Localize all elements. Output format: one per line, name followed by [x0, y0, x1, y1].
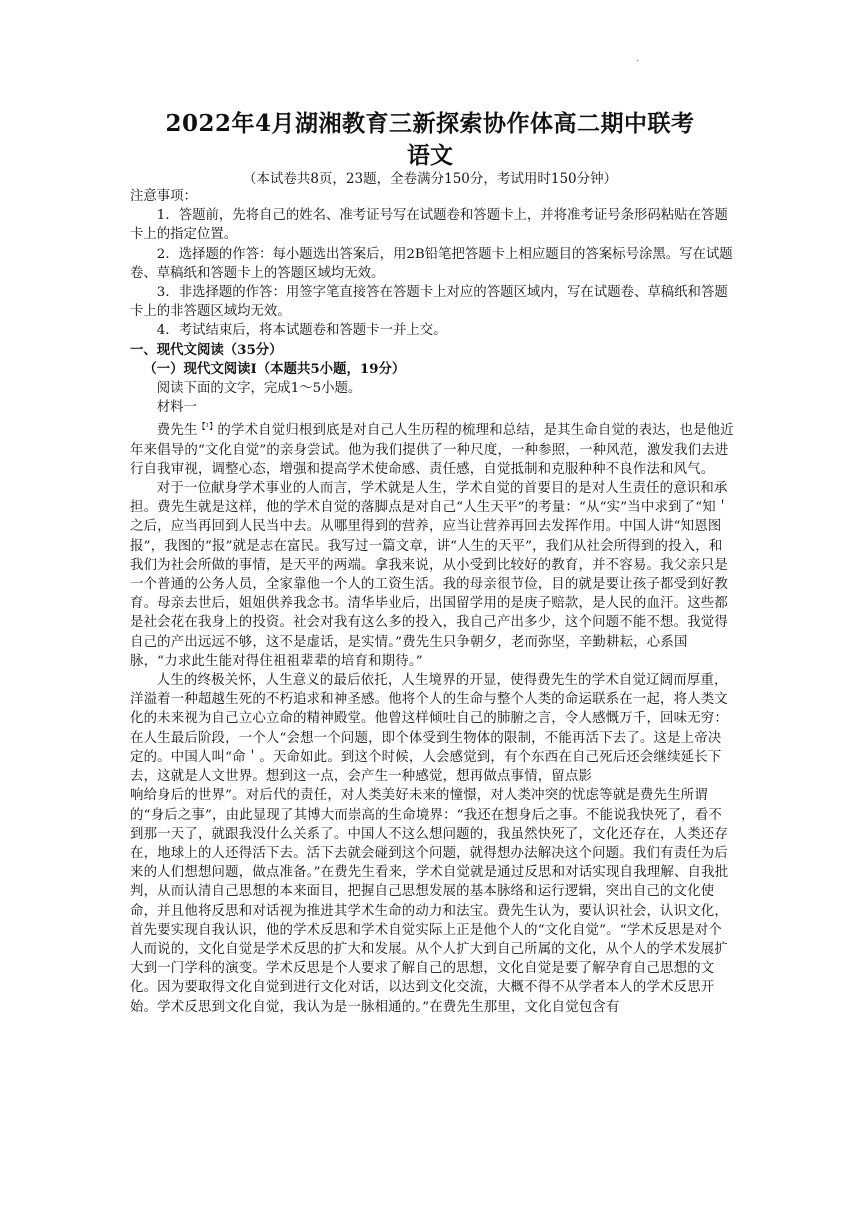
- notice-heading: 注意事项：: [130, 189, 197, 204]
- material-label: 材料一: [156, 400, 197, 416]
- subject-title: 语文: [407, 142, 453, 169]
- corner-mark: ·: [636, 56, 640, 67]
- reading-instruction: 阅读下面的文字，完成1～5小题。: [156, 381, 362, 397]
- material-paragraph: [130, 417, 734, 479]
- exam-title: 2022年4月湖湘教育三新探索协作体高二期中联考: [165, 110, 695, 137]
- section-subheading: （一）现代文阅读Ⅰ（本题共5小题，19分）: [143, 360, 406, 377]
- footnote-marker: 【¹】: [197, 422, 218, 432]
- exam-info: （本试卷共8页，23题，全卷满分150分，考试用时150分钟）: [242, 171, 618, 187]
- section-heading: 一、现代文阅读（35分）: [130, 341, 283, 358]
- material-paragraph: 人生的终极关怀，人生意义的最后依托，人生境界的开显，使得费先生的学术自觉辽阔而厚重，洋溢着一种超越生死的不朽追求和神圣感。他将个人的生命与整个人类的命运联系在一起，将人类文化的未来视为自己立心立命的精神殿堂。他曾这样倾吐自己的肺腑之言，令人感慨万千，回味无穷：在人生最后阶段，一个人“会想一个问题，即个体受到生物体的限制，不能再活下去了。这是上帝决定的。中国人叫“命＇。天命如此。到这个时候，人会感觉到，有个东西在自己死后还会继续延长下去，这就是人文世界。想到这一点，会产生一种感觉，想再做点事情，留点影: [130, 673, 728, 785]
- notice-item: 1．答题前，先将自己的姓名、准考证号写在试题卷和答题卡上，并将准考证号条形码粘贴在答题卡上的指定位置。: [130, 208, 728, 243]
- material-paragraph: 对于一位献身学术事业的人而言，学术就是人生，学术自觉的首要目的是对人生责任的意识和承担。费先生就是这样，他的学术自觉的落脚点是对自己“人生天平”的考量：“从“实”当中求到了“知＇之后，应当再回到人民当中去。从哪里得到的营养，应当让营养再回去发挥作用。中国人讲“知恩图报”，我图的“报”就是志在富民。我写过一篇文章，讲“人生的天平”，我们从社会所得到的投入，和我们为社会所做的事情，是天平的两端。拿我来说，从小受到比较好的教育，并不容易。我父亲只是一个普通的公务人员，全家靠他一个人的工资生活。我的母亲很节俭，目的就是要让孩子都受到好教育。母亲去世后，姐姐供养我念书。清华毕业后，出国留学用的是庚子赔款，是人民的血汗。这些都是社会花在我身上的投资。社会对我有这么多的投入，我自己产出多少，这个问题不能不想。我觉得自己的产出远远不够，这不是虚话，是实情。”费先生只争朝夕，老而弥坚，辛勤耕耘，心系国脉，“力求此生能对得住祖祖辈辈的培育和期待。”: [130, 481, 730, 669]
- material-paragraph-continued: 响给身后的世界”。对后代的责任，对人类美好未来的憧憬，对人类冲突的忧虑等就是费先生所谓的“身后之事”，由此显现了其博大而崇高的生命境界：“我还在想身后之事。不能说我快死了，看不到那一天了，就跟我没什么关系了。中国人不这么想问题的，我虽然快死了，文化还存在，人类还存在，地球上的人还得活下去。活下去就会碰到这个问题，就得想办法解决这个问题。我们有责任为后来的人们想想问题，做点准备。”在费先生看来，学术自觉就是通过反思和对话实现自我理解、自我批判，从而认清自己思想的本来面目，把握自己思想发展的基本脉络和运行逻辑，突出自己的文化使命，并且他将反思和对话视为推进其学术生命的动力和法宝。费先生认为，要认识社会，认识文化，首先要实现自我认识，他的学术反思和学术自觉实际上正是他个人的“文化自觉”。“学术反思是对个人而说的，文化自觉是学术反思的扩大和发展。从个人扩大到自己所属的文化，从个人的学术发展扩大到一门学科的演变。学术反思是个人要求了解自己的思想，文化自觉是要了解孕育自己思想的文化。因为要取得文化自觉到进行文化对话，以达到文化交流，大概不得不从学者本人的学术反思开始。学术反思到文化自觉，我认为是一脉相通的。”在费先生那里，文化自觉包含有: [130, 788, 729, 1015]
- notice-item: 2．选择题的作答：每小题选出答案后，用2B铅笔把答题卡上相应题目的答案标号涂黑。写在试题卷、草稿纸和答题卡上的答题区域均无效。: [130, 246, 733, 281]
- para-lead: 费先生: [156, 423, 198, 439]
- notice-item: 3．非选择题的作答：用签字笔直接答在答题卡上对应的答题区域内，写在试题卷、草稿纸和答题卡上的非答题区域均无效。: [130, 285, 728, 320]
- notice-item: 4．考试结束后，将本试题卷和答题卡一并上交。: [156, 323, 447, 339]
- exam-body: [130, 187, 734, 1017]
- para-rest: 的学术自觉归根到底是对自己人生历程的梳理和总结，是其生命自觉的表达，也是他近年来倡导的“文化自觉”的亲身尝试。他为我们提供了一种尺度，一种参照，一种风范，激发我们去进行自我审视，调整心态，增强和提高学术使命感、责任感，自觉抵制和克服种种不良作法和风气。: [130, 423, 734, 477]
